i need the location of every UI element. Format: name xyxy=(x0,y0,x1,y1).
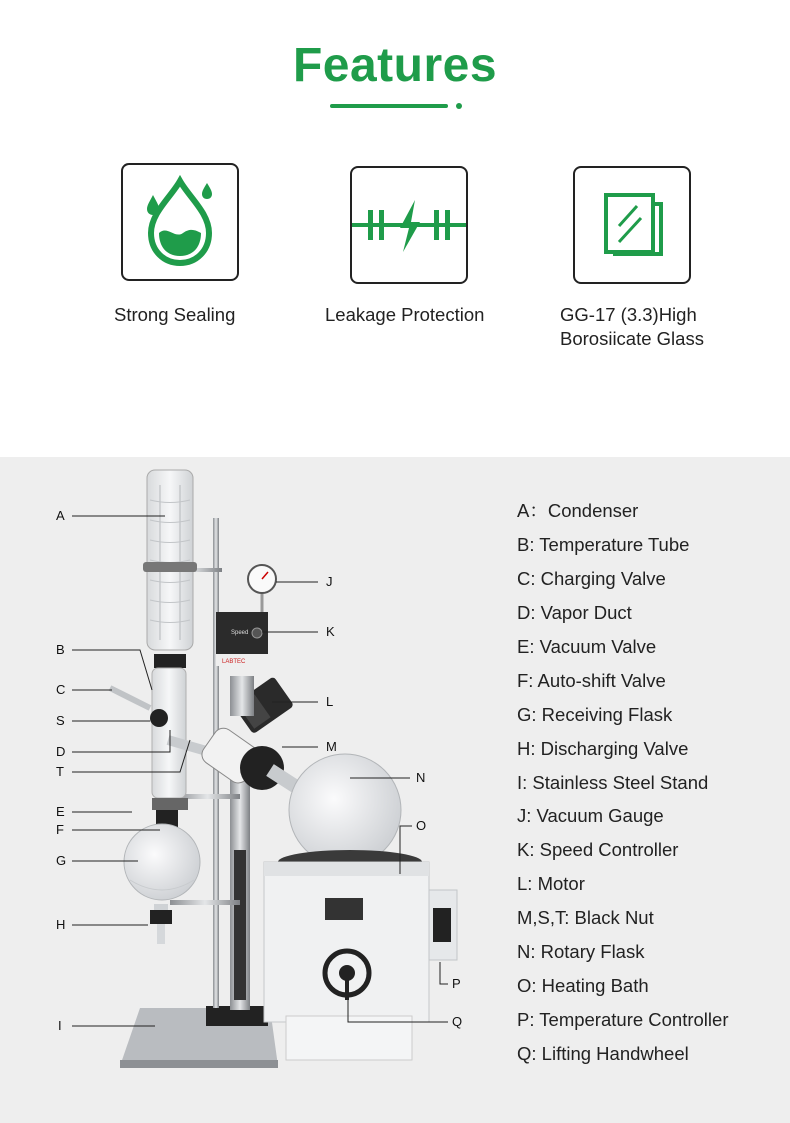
legend-item: D: Vapor Duct xyxy=(517,601,632,623)
controller-label: Speed xyxy=(231,630,249,636)
legend-item: P: Temperature Controller xyxy=(517,1009,729,1031)
legend-item: M,S,T: Black Nut xyxy=(517,907,654,929)
callout-t: T xyxy=(56,764,64,779)
callout-d: D xyxy=(56,744,66,759)
rotary-flask xyxy=(270,754,401,866)
legend-item: A：Condenser xyxy=(517,500,639,521)
vapor-column xyxy=(152,668,186,798)
callout-p: P xyxy=(452,976,461,991)
legend-item: C: Charging Valve xyxy=(517,567,666,589)
callout-c: C xyxy=(56,682,66,697)
lift-column-dark xyxy=(234,850,246,1000)
stand-base xyxy=(120,1006,278,1068)
vacuum-gauge xyxy=(248,565,276,612)
callout-i: I xyxy=(58,1018,62,1033)
feature-label-glass-2: Borosiicate Glass xyxy=(560,328,704,349)
legend-item: K: Speed Controller xyxy=(517,839,679,861)
callout-m: M xyxy=(326,739,337,754)
page-title: Features xyxy=(292,39,498,92)
parts-legend xyxy=(517,497,728,1074)
feature-label-leakage: Leakage Protection xyxy=(325,304,485,325)
legend-item: J: Vacuum Gauge xyxy=(517,805,664,827)
legend-item: B: Temperature Tube xyxy=(517,533,690,555)
callout-o: O xyxy=(416,818,427,833)
legend-item: I: Stainless Steel Stand xyxy=(517,771,709,793)
legend-item: E: Vacuum Valve xyxy=(517,635,657,657)
brand-label: LABTEC xyxy=(222,659,246,665)
receiving-flask xyxy=(124,798,200,944)
callout-e: E xyxy=(56,804,65,819)
callout-n: N xyxy=(416,770,426,785)
callout-s: S xyxy=(56,713,65,728)
callout-k: K xyxy=(326,624,335,639)
legend-item: H: Discharging Valve xyxy=(517,737,689,759)
legend-item: Q: Lifting Handwheel xyxy=(517,1043,689,1064)
callout-b: B xyxy=(56,642,65,657)
legend-item: N: Rotary Flask xyxy=(517,941,645,963)
feature-label-sealing: Strong Sealing xyxy=(114,304,236,325)
callout-q: Q xyxy=(452,1014,463,1029)
callout-f: F xyxy=(56,822,64,837)
legend-item: L: Motor xyxy=(517,873,585,895)
callout-h: H xyxy=(56,917,66,932)
legend-item: O: Heating Bath xyxy=(517,975,649,997)
callout-g: G xyxy=(56,853,67,868)
heating-bath xyxy=(264,850,457,1060)
callout-j: J xyxy=(326,574,333,589)
support-rod xyxy=(170,900,240,905)
feature-label-glass-1: GG-17 (3.3)High xyxy=(560,304,697,325)
legend-item: F: Auto-shift Valve xyxy=(517,669,666,691)
speed-controller xyxy=(216,612,268,666)
legend-item: G: Receiving Flask xyxy=(517,703,673,725)
callout-a: A xyxy=(56,508,65,523)
condenser xyxy=(143,470,197,668)
callout-l: L xyxy=(326,694,334,709)
